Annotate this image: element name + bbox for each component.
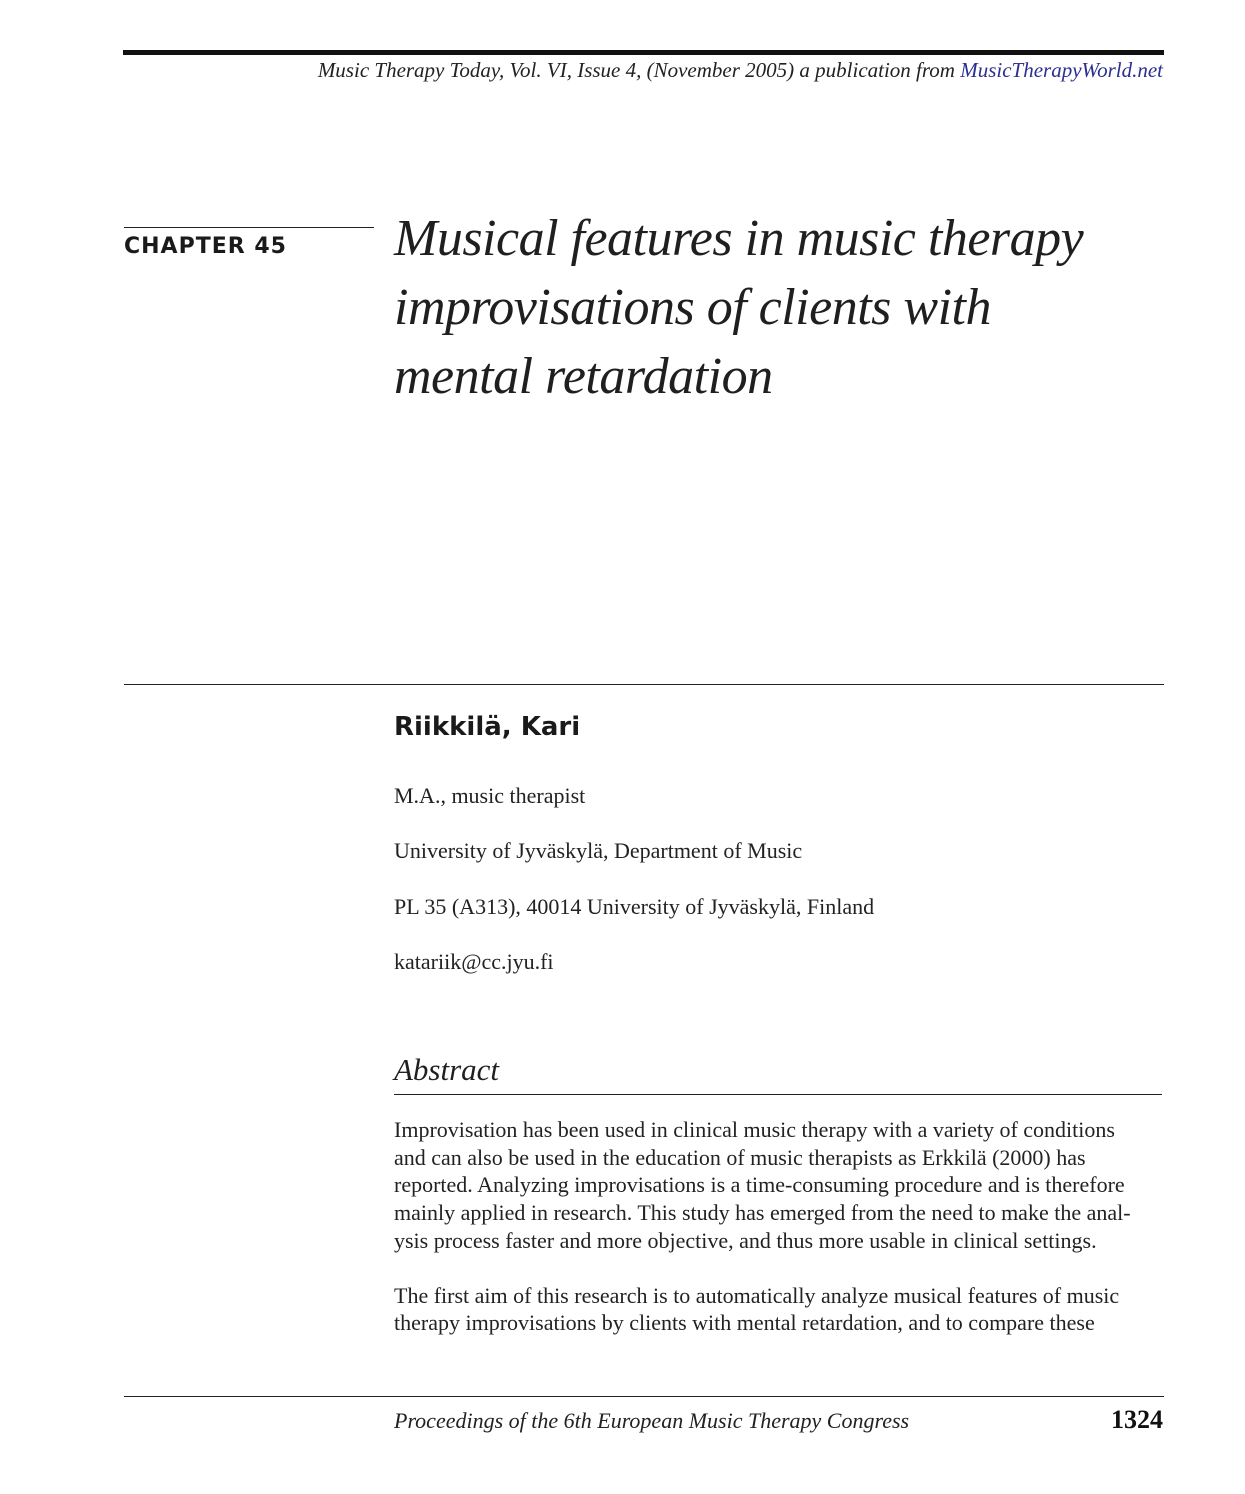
abstract-heading: Abstract bbox=[394, 1052, 500, 1087]
site-link[interactable]: MusicTherapyWorld.net bbox=[960, 58, 1163, 82]
abstract-line: Improvisation has been used in clinical music therapy with a variety of conditions bbox=[394, 1117, 1115, 1142]
title-line: mental retardation bbox=[394, 348, 773, 405]
abstract-line: The first aim of this research is to automatically analyze musical features of music bbox=[394, 1282, 1120, 1308]
title-line: improvisations of clients with bbox=[394, 279, 991, 336]
abstract-rule bbox=[394, 1094, 1162, 1095]
footer-rule bbox=[124, 1396, 1164, 1397]
author-name: Riikkilä, Kari bbox=[394, 712, 581, 742]
author-degree: M.A., music therapist bbox=[394, 783, 586, 808]
author-address: PL 35 (A313), 40014 University of Jyväskylä, Finland bbox=[394, 894, 875, 919]
abstract-line: reported. Analyzing improvisations is a time-consuming procedure and is therefore bbox=[394, 1172, 1125, 1198]
abstract-paragraph bbox=[394, 1282, 1162, 1337]
abstract-line: mainly applied in research. This study has emerged from the need to make the anal- bbox=[394, 1200, 1131, 1226]
abstract-line: ysis process faster and more objective, and thus more usable in clinical settings. bbox=[394, 1227, 1097, 1253]
chapter-title bbox=[394, 204, 1154, 411]
abstract-body bbox=[394, 1116, 1162, 1364]
author-email[interactable]: katariik@cc.jyu.fi bbox=[394, 949, 554, 974]
chapter-label: CHAPTER 45 bbox=[124, 234, 287, 259]
chapter-rule bbox=[124, 227, 374, 228]
author-affiliation: University of Jyväskylä, Department of Music bbox=[394, 838, 803, 863]
footer-proceedings: Proceedings of the 6th European Music Therapy Congress bbox=[394, 1408, 910, 1433]
abstract-paragraph bbox=[394, 1116, 1162, 1255]
page-number: 1324 bbox=[1111, 1405, 1163, 1434]
abstract-line: and can also be used in the education of music therapists as Erkkilä (2000) has bbox=[394, 1144, 1086, 1170]
title-line: Musical features in music therapy bbox=[394, 210, 1084, 267]
header-rule bbox=[123, 50, 1164, 55]
running-header bbox=[318, 58, 1163, 83]
journal-citation: Music Therapy Today, Vol. VI, Issue 4, (November 2005) a publication from bbox=[317, 58, 961, 82]
abstract-line: therapy improvisations by clients with mental retardation, and to compare these bbox=[394, 1310, 1095, 1336]
section-divider bbox=[124, 684, 1164, 685]
